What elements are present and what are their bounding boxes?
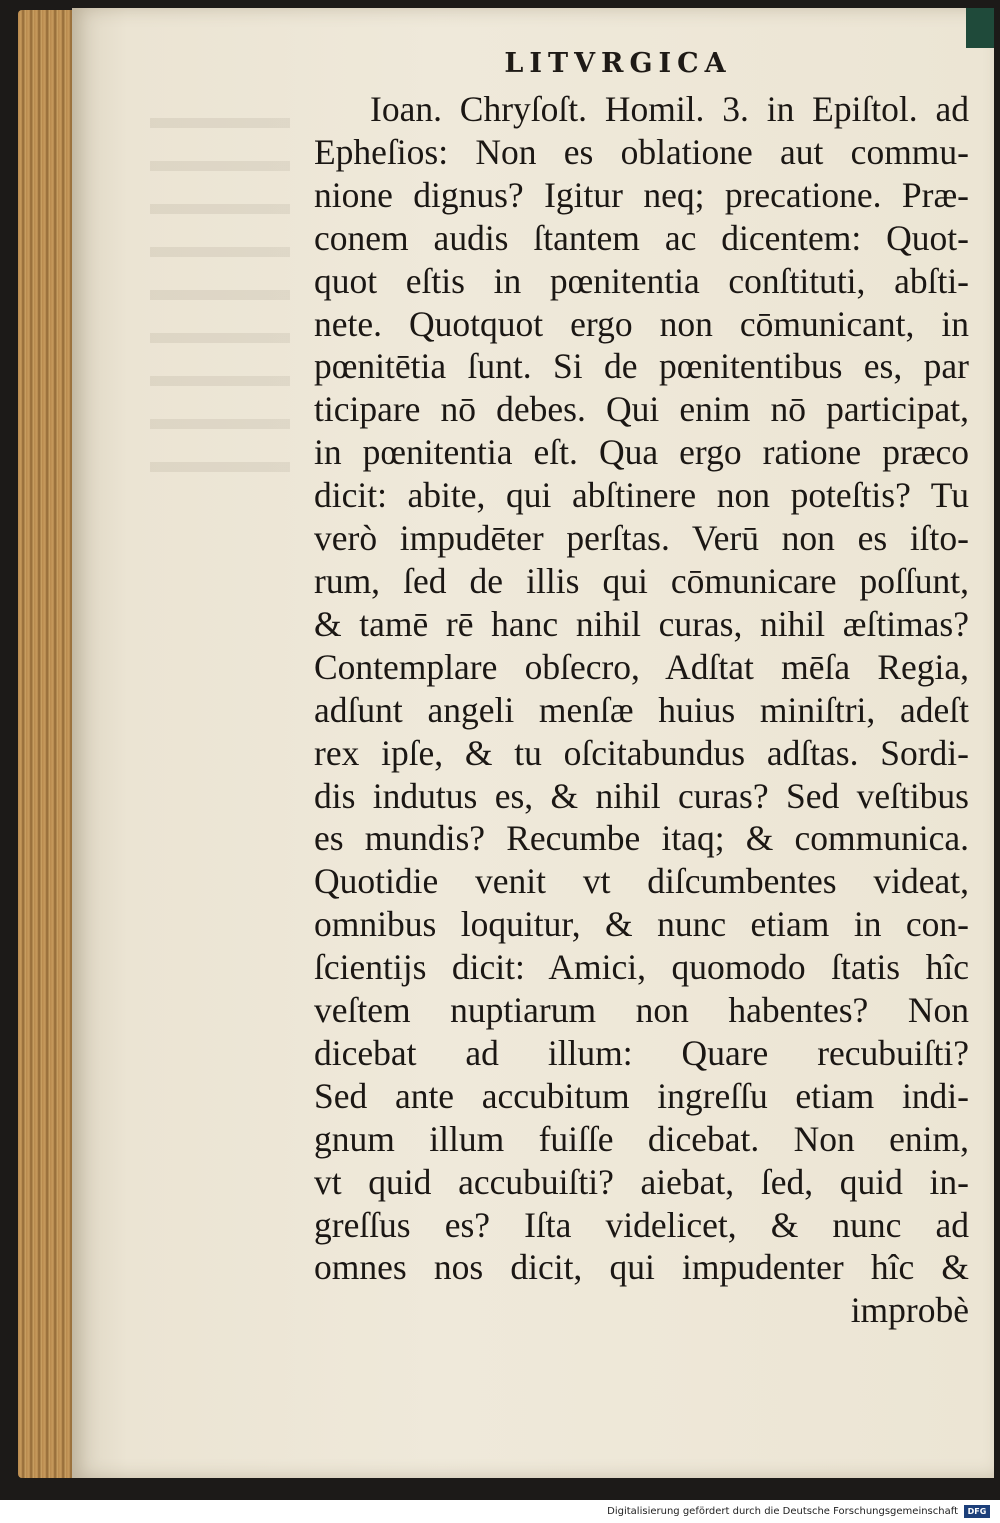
text-line: es mundis? Recumbe itaq; & communica.: [314, 818, 969, 859]
text-line: Contemplare obſecro, Adſtat mēſa Regia,: [314, 646, 969, 687]
text-line: Ioan. Chryſoſt. Homil. 3. in Epiſtol. ad: [370, 89, 969, 129]
dfg-logo: DFG: [964, 1505, 990, 1518]
book-page-edges: [18, 10, 80, 1478]
catchword: improbè: [850, 1290, 969, 1331]
text-line: greſſus es? Iſta videlicet, & nunc ad: [314, 1204, 969, 1245]
text-line: rum, ſed de illis qui cōmunicare poſſunt,: [314, 560, 969, 601]
running-head: LITVRGICA: [504, 48, 732, 79]
text-line: Sed ante accubitum ingreſſu etiam indi-: [314, 1075, 969, 1116]
text-line: rex ipſe, & tu oſcitabundus adſtas. Sordi-: [314, 732, 969, 773]
text-line: pœnitētia ſunt. Si de pœnitentibus es, par: [314, 346, 969, 387]
text-line: omnibus loquitur, & nunc etiam in con-: [314, 904, 969, 945]
show-through-text: [150, 118, 290, 478]
text-line: ſcientijs dicit: Amici, quomodo ſtatis hîc: [314, 947, 969, 988]
text-line: adſunt angeli menſæ huius miniſtri, adeſt: [314, 689, 969, 730]
funding-credit: Digitalisierung gefördert durch die Deutsche Forschungsgemeinschaft: [607, 1506, 958, 1517]
text-line: Epheſios: Non es oblatione aut commu-: [314, 131, 969, 172]
text-line: verò impudēter perſtas. Verū non es iſto-: [314, 518, 969, 559]
bookmark-ribbon: [966, 8, 994, 48]
text-line: ticipare nō debes. Qui enim nō participat,: [314, 389, 969, 430]
text-line: vt quid accubuiſti? aiebat, ſed, quid in-: [314, 1161, 969, 1202]
text-line: & tamē rē hanc nihil curas, nihil æſtimas?: [314, 603, 969, 644]
text-line: dis indutus es, & nihil curas? Sed veſtibus: [314, 775, 969, 816]
text-line: dicit: abite, qui abſtinere non poteſtis? Tu: [314, 475, 969, 516]
text-line: nete. Quotquot ergo non cōmunicant, in: [314, 303, 969, 344]
text-line: gnum illum fuiſſe dicebat. Non enim,: [314, 1118, 969, 1159]
text-line: Quotidie venit vt diſcumbentes videat,: [314, 861, 969, 902]
text-line: in pœnitentia eſt. Qua ergo ratione præco: [314, 432, 969, 473]
text-line: quot eſtis in pœnitentia conſtituti, abſti-: [314, 260, 969, 301]
text-line: omnes nos dicit, qui impudenter hîc &: [314, 1247, 969, 1288]
text-line: dicebat ad illum: Quare recubuiſti?: [314, 1032, 969, 1073]
text-line: conem audis ſtantem ac dicentem: Quot-: [314, 217, 969, 258]
page-body-text: [314, 88, 969, 1332]
text-line: nione dignus? Igitur neq; precatione. Præ-: [314, 174, 969, 215]
footer-bar: [0, 1500, 1000, 1523]
text-line: veſtem nuptiarum non habentes? Non: [314, 990, 969, 1031]
